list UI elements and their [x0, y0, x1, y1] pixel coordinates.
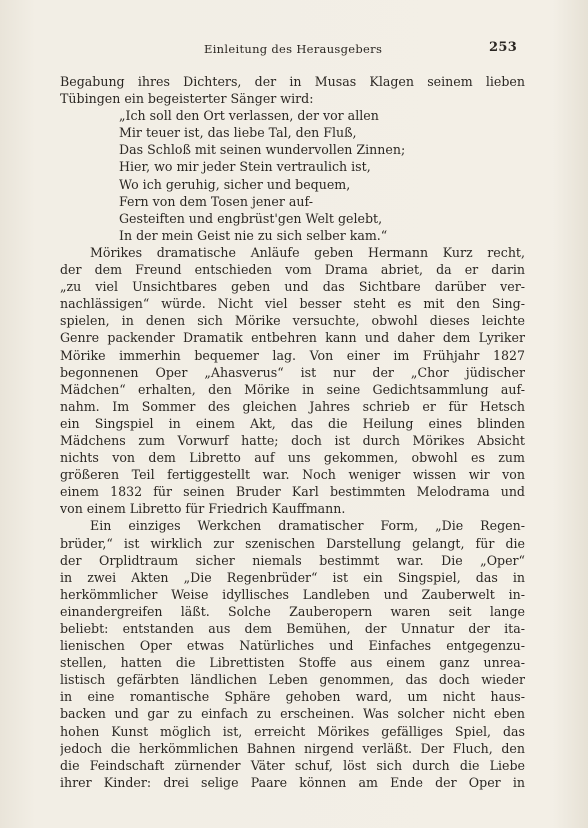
text-line: spielen, in denen sich Mörike versuchte, obwohl dieses leichte [60, 313, 525, 329]
text-line: Genre packender Dramatik entbehren kann und daher dem Lyriker [60, 330, 525, 346]
body-text [60, 73, 525, 791]
running-title: Einleitung des Herausgebers [204, 42, 383, 56]
text-line: Mörike immerhin bequemer lag. Von einer im Frühjahr 1827 [60, 347, 525, 363]
verse-line: Wo ich geruhig, sicher und bequem, [119, 176, 351, 192]
text-line: Mörikes dramatische Anläufe geben Hermann Kurz recht, [90, 244, 525, 260]
text-line: der dem Freund entschieden vom Drama abriet, da er darin [60, 262, 525, 278]
text-line: Mädchens zum Vorwurf hatte; doch ist durch Mörikes Absicht [60, 432, 525, 448]
text-line: stellen, hatten die Librettisten Stoffe aus einem ganz unrea- [60, 655, 525, 671]
text-line: begonnenen Oper „Ahasverus“ ist nur der „Chor jüdischer [60, 364, 525, 380]
text-line: größeren Teil fertiggestellt war. Noch weniger wissen wir von [60, 467, 525, 483]
text-line: einem 1832 für seinen Bruder Karl bestimmten Melodrama und [60, 484, 525, 500]
text-line: ein Singspiel in einem Akt, das die Heilung eines blinden [60, 415, 525, 431]
running-header [0, 40, 588, 58]
text-line: nachlässigen“ würde. Nicht viel besser steht es mit den Sing- [60, 296, 525, 312]
text-line: einandergreifen läßt. Solche Zauberopern waren seit lange [60, 603, 525, 619]
text-line: nahm. Im Sommer des gleichen Jahres schrieb er für Hetsch [60, 398, 525, 414]
verse-line: Gesteiften und engbrüst'gen Welt gelebt, [119, 210, 383, 226]
text-line: listisch gefärbten ländlichen Leben genommen, das doch wieder [60, 672, 525, 688]
text-line: in zwei Akten „Die Regenbrüder“ ist ein Singspiel, das in [60, 569, 525, 585]
verse-line: Fern von dem Tosen jener auf- [119, 193, 313, 209]
text-line: Tübingen ein begeisterter Sänger wird: [60, 91, 314, 107]
text-line: herkömmlicher Weise idyllisches Landleben und Zauberwelt in- [60, 586, 525, 602]
text-line: der Orplidtraum sicher niemals bestimmt war. Die „Oper“ [60, 552, 525, 568]
verse-line: Das Schloß mit seinen wundervollen Zinnen; [119, 142, 406, 158]
text-line: lienischen Oper etwas Natürliches und Einfaches entgegenzu- [60, 638, 525, 654]
text-line: Mädchen“ erhalten, den Mörike in seine Gedichtsammlung auf- [60, 381, 525, 397]
text-line: Ein einziges Werkchen dramatischer Form, „Die Regen- [90, 518, 525, 534]
verse-line: „Ich soll den Ort verlassen, der vor allen [119, 108, 379, 124]
text-line: hohen Kunst möglich ist, erreicht Mörikes gefälliges Spiel, das [60, 723, 525, 739]
verse-line: Hier, wo mir jeder Stein vertraulich ist, [119, 159, 371, 175]
text-line: nichts von dem Libretto auf uns gekommen, obwohl es zum [60, 450, 525, 466]
text-line: in eine romantische Sphäre gehoben ward, um nicht haus- [60, 689, 525, 705]
text-line: jedoch die herkömmlichen Bahnen nirgend verläßt. Der Fluch, den [60, 740, 525, 756]
text-line: Begabung ihres Dichters, der in Musas Klagen seinem lieben [60, 74, 525, 89]
text-line: backen und gar zu einfach zu erscheinen. Was solcher nicht eben [60, 706, 525, 722]
verse-line: Mir teuer ist, das liebe Tal, den Fluß, [119, 125, 357, 141]
text-line: ihrer Kinder: drei selige Paare können am Ende der Oper in [60, 774, 525, 790]
verse-line: In der mein Geist nie zu sich selber kam.“ [119, 227, 388, 243]
text-line: brüder,“ ist wirklich zur szenischen Darstellung gelangt, für die [60, 535, 525, 551]
text-line: „zu viel Unsichtbares geben und das Sichtbare darüber ver- [60, 279, 525, 295]
text-line: von einem Libretto für Friedrich Kauffmann. [60, 501, 346, 517]
page-number: 253 [489, 40, 518, 55]
text-line: beliebt: entstanden aus dem Bemühen, der Unnatur der ita- [60, 621, 525, 636]
text-line: die Feindschaft zürnender Väter schuf, löst sich durch die Liebe [60, 757, 525, 773]
